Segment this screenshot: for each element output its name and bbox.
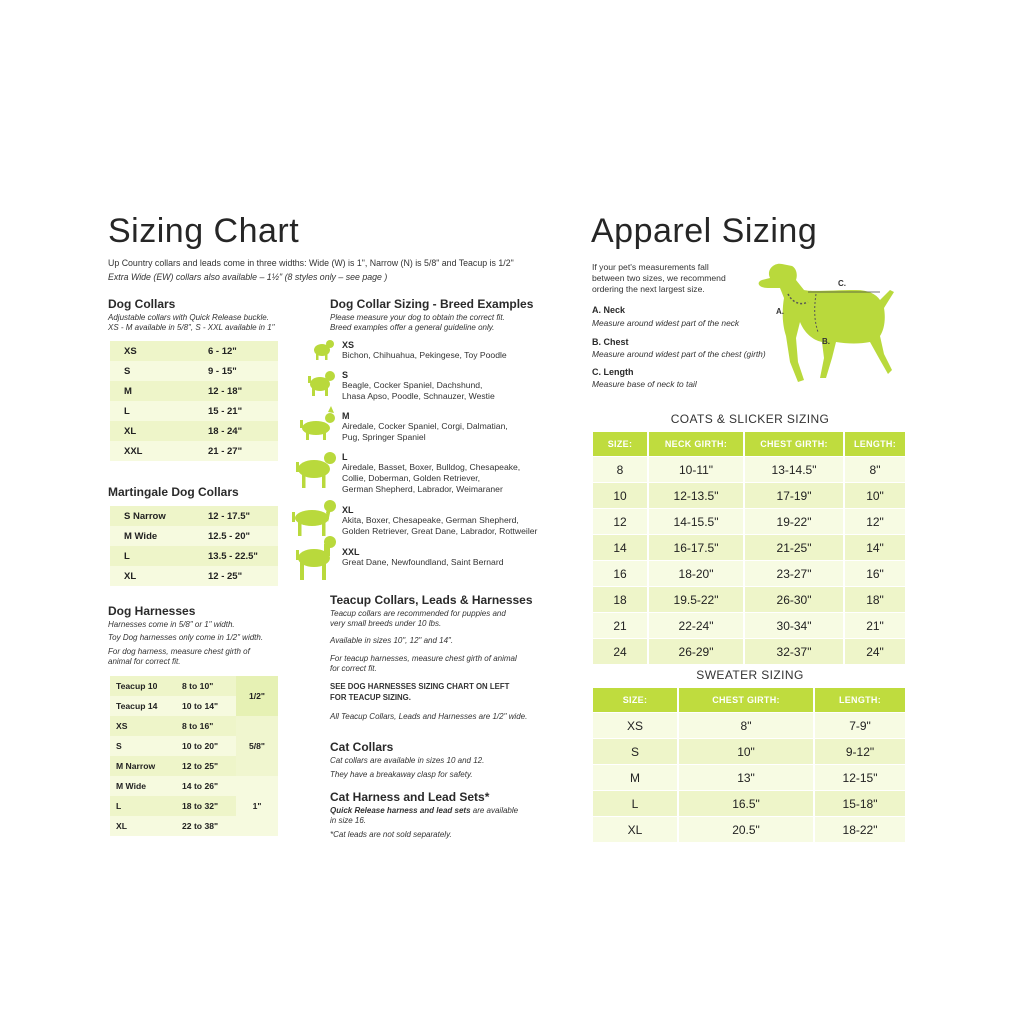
table-cell: 21 [593,613,648,639]
dog-collars-note-1: Adjustable collars with Quick Release buckle. [108,313,269,322]
table-cell: 13.5 - 22.5" [208,546,278,566]
breed-note-2: Breed examples offer a general guideline only. [330,323,495,332]
table-cell: M [593,765,678,791]
breed-examples-heading: Dog Collar Sizing - Breed Examples [330,297,534,311]
table-cell: XL [110,421,208,441]
table-cell: 30-34" [744,613,844,639]
table-cell: M [110,381,208,401]
breed-xl [342,505,537,537]
table-row [110,381,278,401]
table-cell: 12" [844,509,906,535]
dog-m-icon [300,406,335,440]
harness-range: 18 to 32" [176,796,236,816]
harness-size: M Wide [110,776,176,796]
table-cell: 12 - 25" [208,566,278,586]
table-cell: S [593,739,678,765]
breed-size-label: L [342,452,348,462]
dog-harnesses-heading: Dog Harnesses [108,604,196,618]
dog-measurement-diagram [752,258,912,390]
table-cell: 10" [844,483,906,509]
table-cell: S Narrow [110,506,208,526]
table-row [593,587,906,613]
harness-note-1: Harnesses come in 5/8" or 1" width. [108,620,235,629]
table-cell: 12-15" [814,765,906,791]
apparel-intro-3: ordering the next largest size. [592,284,705,294]
harness-width: 5/8" [236,716,278,776]
measurement-dog-icon [759,264,894,382]
coats-header-neck: NECK GIRTH: [648,432,744,457]
coats-header-length: LENGTH: [844,432,906,457]
table-cell: 17-19" [744,483,844,509]
harness-size: S [110,736,176,756]
intro-widths: Up Country collars and leads come in three widths: Wide (W) is 1", Narrow (N) is 5/8" and Teacup is 1/2" [108,258,514,268]
table-row [110,401,278,421]
table-cell: XS [110,341,208,361]
table-cell: 24" [844,639,906,665]
cat-harness-line-3: *Cat leads are not sold separately. [330,830,452,839]
sizing-chart-title: Sizing Chart [108,212,300,250]
sweater-header-row [593,688,906,713]
table-row [110,546,278,566]
cat-line-2: They have a breakaway clasp for safety. [330,770,473,779]
table-cell: 14-15.5" [648,509,744,535]
harness-range: 12 to 25" [176,756,236,776]
apparel-intro-2: between two sizes, we recommend [592,273,726,283]
sweater-table [593,688,907,842]
chest-label: B. Chest [592,337,629,347]
teacup-line-4: For teacup harnesses, measure chest girth of animal [330,654,517,663]
harness-size: M Narrow [110,756,176,776]
harness-range: 8 to 10" [176,676,236,696]
breed-list: Lhasa Apso, Poodle, Schnauzer, Westie [342,391,495,401]
teacup-line-5: for correct fit. [330,664,377,673]
cat-harness-bold: Quick Release harness and lead sets [330,806,471,815]
table-cell: XXL [110,441,208,461]
chest-desc: Measure around widest part of the chest (girth) [592,349,766,359]
neck-label: A. Neck [592,305,626,315]
length-desc: Measure base of neck to tail [592,379,697,389]
table-cell: 14" [844,535,906,561]
dog-collars-heading: Dog Collars [108,297,176,311]
harness-width: 1/2" [236,676,278,716]
harness-width: 1" [236,776,278,836]
table-cell: 9-12" [814,739,906,765]
teacup-line-1: Teacup collars are recommended for puppies and [330,609,506,618]
table-row [593,509,906,535]
diagram-label-a: A. [776,307,784,316]
breed-list: Bichon, Chihuahua, Pekingese, Toy Poodle [342,350,507,360]
dog-l-icon [296,452,336,488]
table-cell: L [110,401,208,421]
table-cell: 8" [678,713,814,739]
cat-line-1: Cat collars are available in sizes 10 and 12. [330,756,485,765]
table-row [593,739,906,765]
table-cell: 12.5 - 20" [208,526,278,546]
breed-list: Airedale, Basset, Boxer, Bulldog, Chesapeake, [342,462,521,472]
table-cell: 10" [678,739,814,765]
table-cell: 18" [844,587,906,613]
breed-xxl [342,547,503,568]
cat-collars-heading: Cat Collars [330,740,394,754]
cat-harness-line-2: in size 16. [330,816,367,825]
breed-size-label: S [342,370,349,380]
breed-s [342,370,495,402]
table-row [593,713,906,739]
sweater-header-length: LENGTH: [814,688,906,713]
table-cell: XL [593,817,678,843]
table-cell: 23-27" [744,561,844,587]
table-cell: L [110,546,208,566]
coats-header-row [593,432,906,457]
table-row [110,776,278,796]
table-row [593,483,906,509]
dog-xs-icon [314,340,334,360]
sweater-header-size: SIZE: [593,688,678,713]
table-cell: 21-25" [744,535,844,561]
breed-size-label: XL [342,505,354,515]
harness-range: 10 to 14" [176,696,236,716]
harness-range: 10 to 20" [176,736,236,756]
table-cell: 12 - 18" [208,381,278,401]
teacup-line-3: Available in sizes 10", 12" and 14". [330,636,454,645]
table-cell: 14 [593,535,648,561]
coats-table [593,432,907,664]
table-row [110,676,278,696]
breed-m [342,411,508,443]
harness-range: 8 to 16" [176,716,236,736]
dog-s-icon [308,371,335,396]
table-cell: 20.5" [678,817,814,843]
table-cell: 32-37" [744,639,844,665]
cat-harness-rest: are available [470,806,519,815]
table-cell: 21 - 27" [208,441,278,461]
table-cell: 10 [593,483,648,509]
table-cell: 22-24" [648,613,744,639]
breed-list: Great Dane, Newfoundland, Saint Bernard [342,557,504,567]
apparel-sizing-title: Apparel Sizing [591,212,818,250]
intro-extra-wide: Extra Wide (EW) collars also available – 1½" (8 styles only – see page ) [108,272,388,282]
table-cell: 18 [593,587,648,613]
table-cell: L [593,791,678,817]
harness-size: XS [110,716,176,736]
breed-xs [342,340,507,361]
harness-size: L [110,796,176,816]
breed-list: Collie, Doberman, Golden Retriever, [342,473,481,483]
breed-l [342,452,520,495]
table-row [593,613,906,639]
table-row [593,817,906,843]
table-cell: 16 [593,561,648,587]
table-cell: XL [110,566,208,586]
harness-size: XL [110,816,176,836]
table-cell: 10-11" [648,457,744,483]
breed-list: Airedale, Cocker Spaniel, Corgi, Dalmatian, [342,421,508,431]
sweater-header-chest: CHEST GIRTH: [678,688,814,713]
table-cell: 16.5" [678,791,814,817]
breed-list: Beagle, Cocker Spaniel, Dachshund, [342,380,483,390]
dog-collars-table [110,341,278,461]
table-cell: 18 - 24" [208,421,278,441]
teacup-line-2: very small breeds under 10 lbs. [330,619,442,628]
table-row [110,361,278,381]
table-row [593,457,906,483]
coats-header-chest: CHEST GIRTH: [744,432,844,457]
teacup-heading: Teacup Collars, Leads & Harnesses [330,593,533,607]
table-cell: S [110,361,208,381]
table-row [593,561,906,587]
martingale-heading: Martingale Dog Collars [108,485,239,499]
harness-range: 14 to 26" [176,776,236,796]
table-row [110,421,278,441]
table-cell: 12 [593,509,648,535]
table-row [593,639,906,665]
breed-list: Akita, Boxer, Chesapeake, German Shepherd, [342,515,519,525]
table-cell: 18-20" [648,561,744,587]
table-cell: 7-9" [814,713,906,739]
harness-note-2: Toy Dog harnesses only come in 1/2" width. [108,633,264,642]
breed-list: German Shepherd, Labrador, Weimaraner [342,484,503,494]
breed-size-label: XXL [342,547,360,557]
table-cell: 13" [678,765,814,791]
dog-xxl-icon [296,536,336,580]
breed-list: Golden Retriever, Great Dane, Labrador, Rottweiler [342,526,538,536]
martingale-table [110,506,278,586]
table-cell: 12-13.5" [648,483,744,509]
teacup-line-6: SEE DOG HARNESSES SIZING CHART ON LEFT [330,682,510,691]
table-cell: 21" [844,613,906,639]
table-row [110,441,278,461]
table-cell: 8" [844,457,906,483]
cat-harness-line-1 [330,806,518,816]
neck-desc: Measure around widest part of the neck [592,318,740,328]
harness-range: 22 to 38" [176,816,236,836]
teacup-line-7: FOR TEACUP SIZING. [330,693,411,702]
breed-list: Pug, Springer Spaniel [342,432,426,442]
dog-xl-icon [292,500,336,536]
table-cell: XS [593,713,678,739]
table-cell: 18-22" [814,817,906,843]
table-cell: 16" [844,561,906,587]
breed-size-label: M [342,411,350,421]
table-cell: 15 - 21" [208,401,278,421]
teacup-line-8: All Teacup Collars, Leads and Harnesses are 1/2" wide. [330,712,528,721]
diagram-label-b: B. [822,337,830,346]
table-cell: 15-18" [814,791,906,817]
harness-note-4: animal for correct fit. [108,657,181,666]
apparel-intro-1: If your pet's measurements fall [592,262,709,272]
table-row [593,791,906,817]
table-row [110,506,278,526]
table-cell: 12 - 17.5" [208,506,278,526]
table-cell: 26-30" [744,587,844,613]
coats-heading: COATS & SLICKER SIZING [670,412,830,426]
table-cell: M Wide [110,526,208,546]
table-cell: 9 - 15" [208,361,278,381]
table-cell: 13-14.5" [744,457,844,483]
harness-note-3: For dog harness, measure chest girth of [108,647,250,656]
harness-size: Teacup 14 [110,696,176,716]
breed-size-label: XS [342,340,355,350]
table-cell: 16-17.5" [648,535,744,561]
table-row [110,566,278,586]
length-label: C. Length [592,367,634,377]
table-row [110,716,278,736]
table-row [110,341,278,361]
table-cell: 8 [593,457,648,483]
breed-note-1: Please measure your dog to obtain the correct fit. [330,313,505,322]
breed-dog-icons [286,336,342,586]
table-row [110,526,278,546]
dog-harnesses-table [110,676,278,836]
table-cell: 24 [593,639,648,665]
harness-size: Teacup 10 [110,676,176,696]
dog-collars-note-2: XS - M available in 5/8", S - XXL available in 1" [108,323,275,332]
diagram-label-c: C. [838,279,846,288]
coats-header-size: SIZE: [593,432,648,457]
sweater-heading: SWEATER SIZING [696,668,804,682]
table-cell: 19-22" [744,509,844,535]
table-row [593,765,906,791]
cat-harness-heading: Cat Harness and Lead Sets* [330,790,490,804]
table-cell: 26-29" [648,639,744,665]
table-cell: 19.5-22" [648,587,744,613]
table-row [593,535,906,561]
table-cell: 6 - 12" [208,341,278,361]
